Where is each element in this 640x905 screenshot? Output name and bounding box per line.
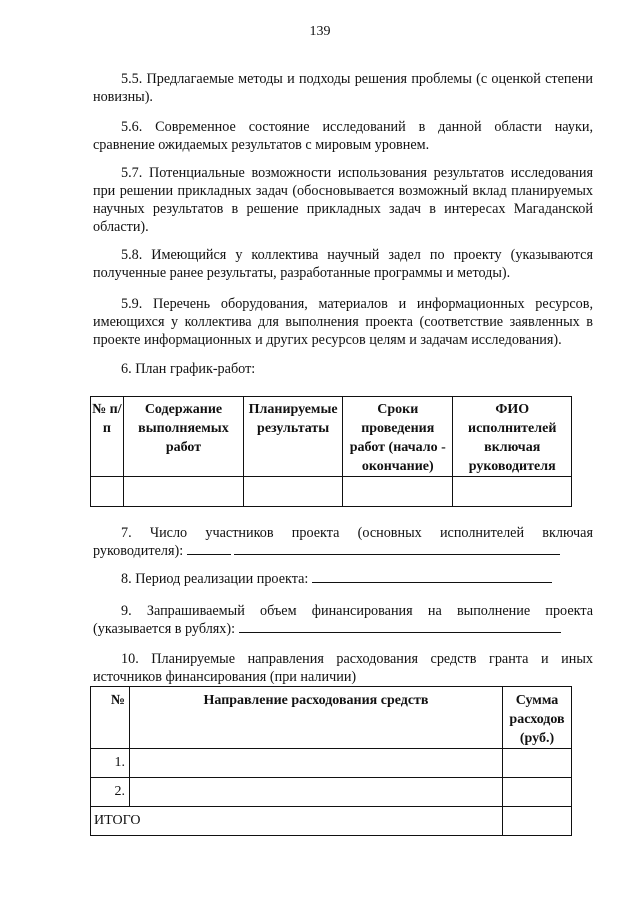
finance-direction-cell[interactable] — [130, 778, 503, 807]
plan-header-results: Планируемые результаты — [244, 397, 343, 477]
finance-total-amount-cell[interactable] — [503, 807, 572, 836]
finance-header-amount: Сумма расходов (руб.) — [503, 687, 572, 749]
paragraph-8-text: 8. Период реализации проекта: — [121, 571, 309, 587]
finance-direction-cell[interactable] — [130, 749, 503, 778]
paragraph-5-5: 5.5. Предлагаемые методы и подходы решения проблемы (с оценкой степени новизны). — [93, 71, 593, 105]
paragraph-7-text: 7. Число участников проекта (основных исполнителей включая руководителя): — [93, 525, 593, 559]
plan-cell[interactable] — [244, 477, 343, 507]
paragraph-5-7: 5.7. Потенциальные возможности использования результатов исследования при решении прикладных задач (обосновывается возможный вклад планируемых научных результатов в решение прикладных задач в интересах Магаданской области). — [93, 165, 593, 235]
paragraph-8 — [93, 570, 593, 588]
plan-table — [90, 396, 572, 507]
paragraph-9 — [93, 602, 593, 638]
plan-header-number: № п/п — [91, 397, 124, 477]
plan-cell[interactable] — [91, 477, 124, 507]
finance-header-number: № — [91, 687, 130, 749]
plan-cell[interactable] — [343, 477, 453, 507]
finance-row-number: 2. — [91, 778, 130, 807]
paragraph-10: 10. Планируемые направления расходования средств гранта и иных источников финансирования (при наличии) — [93, 651, 593, 685]
paragraph-7 — [93, 524, 593, 560]
paragraph-9-text: 9. Запрашиваемый объем финансирования на выполнение проекта (указывается в рублях): — [93, 603, 593, 637]
finance-total-label: ИТОГО — [91, 807, 503, 836]
plan-header-dates: Сроки проведения работ (начало - окончание) — [343, 397, 453, 477]
finance-table-row — [91, 749, 572, 778]
plan-header-performers: ФИО исполнителей включая руководителя — [453, 397, 572, 477]
participants-count-field-2[interactable] — [234, 542, 560, 555]
paragraph-5-9: 5.9. Перечень оборудования, материалов и информационных ресурсов, имеющихся у коллектива для выполнения проекта (соответствие заявленных в проекте информационных и других ресурсов целям и задачам исследования). — [93, 296, 593, 348]
plan-cell[interactable] — [453, 477, 572, 507]
finance-amount-cell[interactable] — [503, 749, 572, 778]
paragraph-5-8: 5.8. Имеющийся у коллектива научный задел по проекту (указываются полученные ранее результаты, разработанные программы и методы). — [93, 247, 593, 281]
participants-count-field-1[interactable] — [187, 542, 231, 555]
finance-row-number: 1. — [91, 749, 130, 778]
finance-total-row — [91, 807, 572, 836]
page-number: 139 — [309, 24, 331, 39]
plan-cell[interactable] — [123, 477, 244, 507]
finance-table — [90, 686, 572, 836]
paragraph-6: 6. План график-работ: — [121, 361, 256, 377]
plan-header-content: Содержание выполняемых работ — [123, 397, 244, 477]
period-field[interactable] — [312, 570, 552, 583]
funding-amount-field[interactable] — [239, 620, 561, 633]
finance-header-direction: Направление расходования средств — [130, 687, 503, 749]
finance-table-row — [91, 778, 572, 807]
finance-amount-cell[interactable] — [503, 778, 572, 807]
paragraph-5-6: 5.6. Современное состояние исследований в данной области науки, сравнение ожидаемых результатов с мировым уровнем. — [93, 119, 593, 153]
plan-table-row — [91, 477, 572, 507]
